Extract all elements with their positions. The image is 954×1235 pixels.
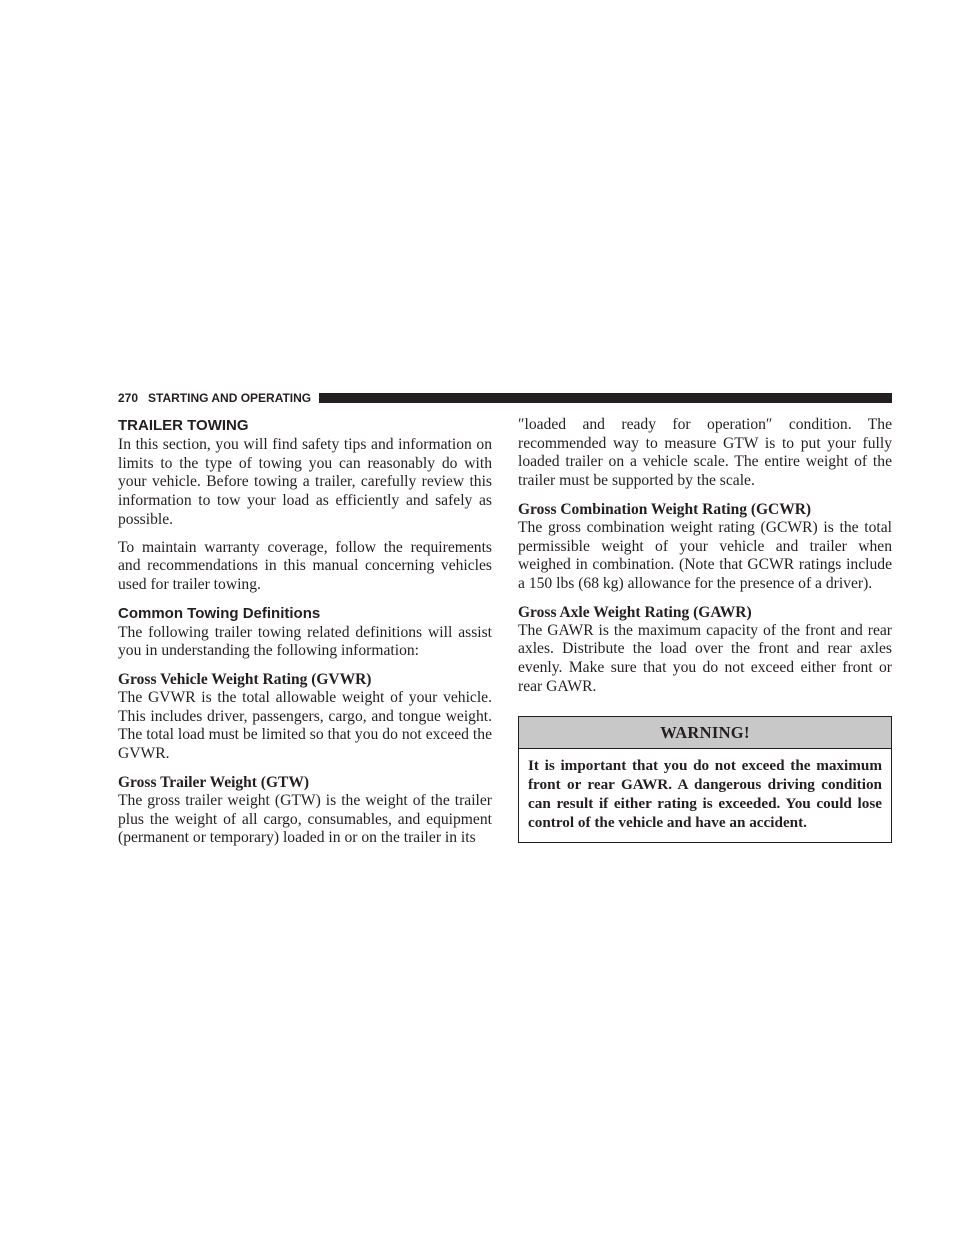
gvwr-heading: Gross Vehicle Weight Rating (GVWR) (118, 671, 372, 689)
left-column (118, 416, 492, 848)
section-name: STARTING AND OPERATING (148, 391, 312, 405)
gcwr-text: The gross combination weight rating (GCWR) is the total permissible weight of your vehicle and trailer when weighed in combination. (Note that GCWR ratings include a 150 lbs (68 kg) allowance for the presence of a driver). (518, 518, 892, 592)
trailer-towing-title: TRAILER TOWING (118, 417, 249, 434)
gtw-continued-text: ″loaded and ready for operation″ condition. The recommended way to measure GTW is to put your fully loaded trailer on a vehicle scale. The entire weight of the trailer must be supported by the scale. (518, 416, 892, 490)
warning-box (518, 716, 892, 843)
intro-paragraph-1: In this section, you will find safety tips and information on limits to the type of towing you can reasonably do with your vehicle. Before towing a trailer, carefully review this information to tow your load as efficiently and safely as possible. (118, 436, 492, 528)
gtw-text: The gross trailer weight (GTW) is the weight of the trailer plus the weight of all cargo, consumables, and equipment (permanent or temporary) loaded in or on the trailer in its (118, 791, 492, 847)
warning-text: It is important that you do not exceed the maximum front or rear GAWR. A dangerous driving condition can result if either rating is exceeded. You could lose control of the vehicle and have an accident. (528, 757, 882, 831)
gvwr-text: The GVWR is the total allowable weight of your vehicle. This includes driver, passengers, cargo, and tongue weight. The total load must be limited so that you do not exceed the GVWR. (118, 689, 492, 763)
intro-paragraph-2: To maintain warranty coverage, follow the requirements and recommendations in this manual concerning vehicles used for trailer towing. (118, 538, 492, 593)
warning-title: WARNING! (519, 717, 891, 749)
page-header (118, 390, 892, 406)
header-rule (319, 393, 892, 403)
gcwr-heading: Gross Combination Weight Rating (GCWR) (518, 500, 812, 518)
gawr-text: The GAWR is the maximum capacity of the front and rear axles. Distribute the load over the front and rear axles evenly. Make sure that you do not exceed either front or rear GAWR. (518, 621, 892, 695)
gawr-heading: Gross Axle Weight Rating (GAWR) (518, 603, 752, 621)
definitions-intro: The following trailer towing related definitions will assist you in understanding the following information: (118, 623, 492, 660)
right-column (518, 416, 892, 843)
page-number: 270 (118, 391, 139, 405)
gtw-heading: Gross Trailer Weight (GTW) (118, 773, 310, 791)
definitions-heading: Common Towing Definitions (118, 604, 321, 622)
